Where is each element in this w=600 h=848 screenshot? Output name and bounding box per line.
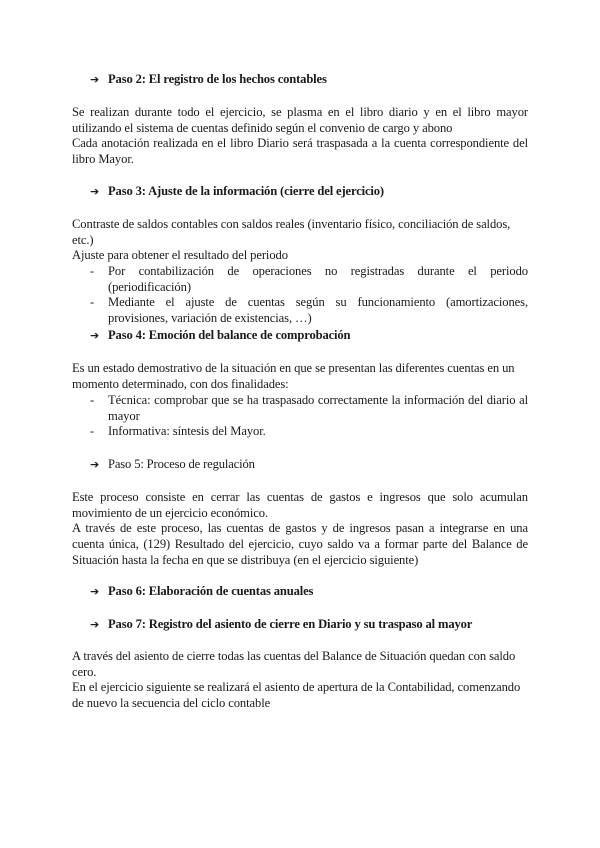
paragraph: En el ejercicio siguiente se realizará el asiento de apertura de la Contabilidad, comenzando de nuevo la secuencia del ciclo contable (72, 680, 521, 711)
paso-3-body (72, 217, 528, 264)
bullet-dash: - (90, 424, 95, 439)
paso-7-body (72, 649, 528, 712)
heading-paso-4 (90, 328, 350, 343)
heading-paso-5 (90, 457, 255, 472)
heading-text: Paso 3: Ajuste de la información (cierre del ejercicio) (108, 184, 384, 198)
heading-text: Paso 4: Emoción del balance de comprobación (108, 328, 351, 342)
paragraph: Contraste de saldos contables con saldos reales (inventario físico, conciliación de saldos, etc.) (72, 217, 511, 247)
heading-text: Paso 7: Registro del asiento de cierre en Diario y su traspaso al mayor (108, 617, 473, 631)
list-item (72, 295, 528, 326)
paso-2-body (72, 105, 528, 168)
arrow-icon: ➔ (90, 458, 100, 471)
heading-text: Paso 5: Proceso de regulación (108, 457, 255, 471)
arrow-icon: ➔ (90, 618, 100, 631)
paragraph: A través de este proceso, las cuentas de gastos y de ingresos pasan a integrarse en una cuenta única, (129) Resultado del ejercicio, cuyo saldo va a formar parte del Balance de Situación hasta la fecha en que se distribuya (en el ejercicio siguiente) (72, 521, 528, 567)
heading-text: Paso 2: El registro de los hechos contables (108, 72, 327, 86)
paso-4-bullets (72, 393, 528, 440)
arrow-icon: ➔ (90, 185, 100, 198)
paso-5-body (72, 490, 528, 569)
paso-4-body (72, 361, 528, 392)
heading-paso-2 (90, 72, 327, 87)
list-item-text: Por contabilización de operaciones no registradas durante el periodo (periodificación) (108, 264, 528, 294)
list-item-text: Informativa: síntesis del Mayor. (108, 424, 266, 439)
paragraph: Es un estado demostrativo de la situación en que se presentan las diferentes cuentas en un momento determinado, con dos finalidades: (72, 361, 515, 391)
paragraph: Ajuste para obtener el resultado del periodo (72, 248, 288, 263)
list-item (72, 264, 528, 295)
arrow-icon: ➔ (90, 329, 100, 342)
bullet-dash: - (90, 264, 95, 278)
list-item-text: Mediante el ajuste de cuentas según su funcionamiento (amortizaciones, provisiones, variación de existencias, …) (108, 295, 528, 326)
heading-paso-6 (90, 584, 313, 599)
paragraph: A través del asiento de cierre todas las cuentas del Balance de Situación quedan con saldo cero. (72, 649, 516, 679)
list-item (72, 393, 528, 424)
list-item (72, 424, 528, 440)
paragraph: Se realizan durante todo el ejercicio, se plasma en el libro diario y en el libro mayor utilizando el sistema de cuentas definido según el convenio de cargo y abono (72, 105, 528, 135)
heading-text: Paso 6: Elaboración de cuentas anuales (108, 584, 314, 598)
paso-3-bullets (72, 264, 528, 327)
list-item-text: Técnica: comprobar que se ha traspasado correctamente la información del diario al mayor (108, 393, 528, 423)
arrow-icon: ➔ (90, 585, 100, 598)
arrow-icon: ➔ (90, 73, 100, 86)
bullet-dash: - (90, 295, 95, 310)
heading-paso-7 (90, 617, 472, 632)
bullet-dash: - (90, 393, 95, 407)
paragraph: Cada anotación realizada en el libro Diario será traspasada a la cuenta correspondiente del libro Mayor. (72, 136, 528, 167)
paragraph: Este proceso consiste en cerrar las cuentas de gastos e ingresos que solo acumulan movimiento de un ejercicio económico. (72, 490, 528, 520)
heading-paso-3 (90, 184, 384, 199)
